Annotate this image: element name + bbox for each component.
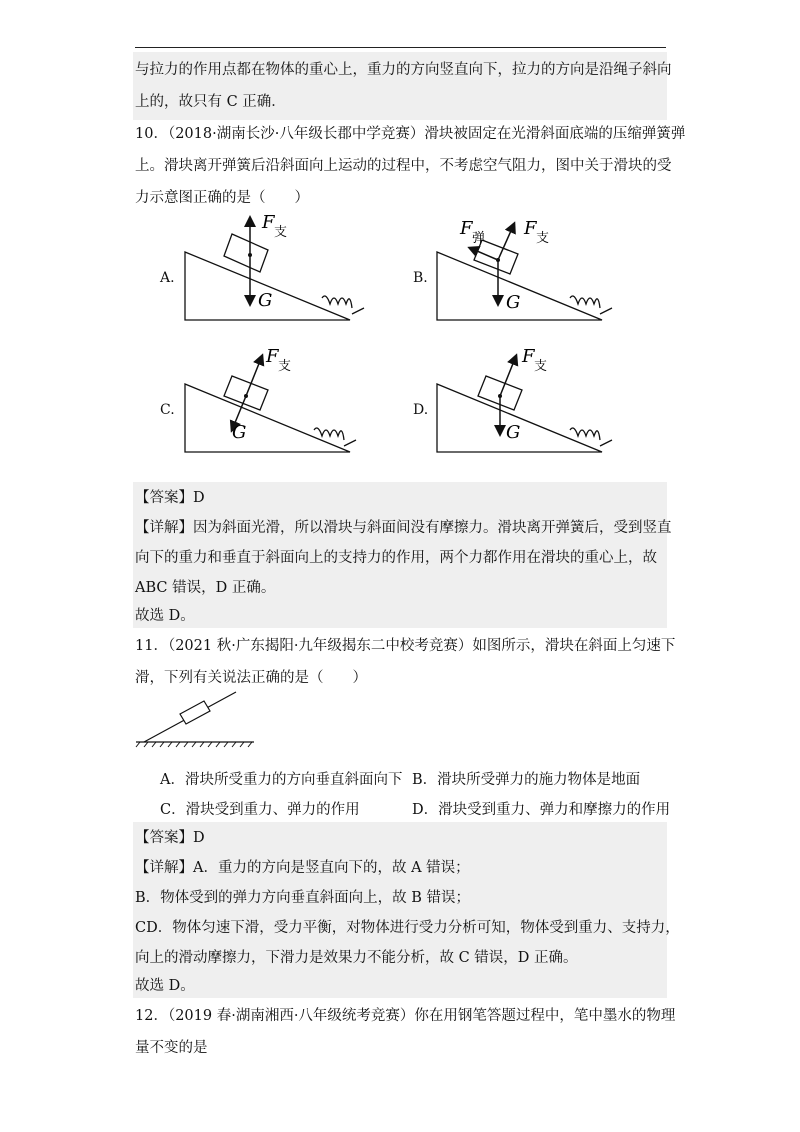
q10-answer: 【答案】D — [135, 490, 205, 506]
spring-icon — [314, 428, 356, 446]
q10-figure-d — [432, 344, 622, 456]
q11-option-c: C．滑块受到重力、弹力的作用 — [160, 802, 360, 818]
q11-option-d: D．滑块受到重力、弹力和摩擦力的作用 — [412, 802, 671, 818]
svg-text:支: 支 — [534, 359, 548, 374]
svg-text:支: 支 — [278, 359, 292, 374]
block-icon — [180, 701, 210, 724]
q11-option-a: A．滑块所受重力的方向垂直斜面向下 — [160, 772, 403, 788]
force-f-label: F — [262, 212, 275, 233]
q11-option-b: B．滑块所受弹力的施力物体是地面 — [412, 772, 641, 788]
q12-stem-line: 12．（2019 春·湖南湘西·八年级统考竞赛）你在用钢笔答题过程中，笔中墨水的物理 — [135, 1008, 676, 1024]
q10-stem-line: 上。滑块离开弹簧后沿斜面向上运动的过程中，不考虑空气阻力，图中关于滑块的受 — [135, 158, 672, 174]
q11-detail-line: B．物体受到的弹力方向垂直斜面向上，故 B 错误； — [135, 890, 471, 906]
q11-incline-figure — [132, 688, 262, 748]
q10-option-a-label: A. — [160, 270, 175, 286]
q11-answer-block — [133, 822, 667, 998]
q10-detail-line: 【详解】因为斜面光滑，所以滑块与斜面间没有摩擦力。滑块离开弹簧后，受到竖直 — [135, 520, 672, 536]
q11-stem-line: 滑，下列有关说法正确的是（ ） — [135, 670, 367, 686]
svg-text:G: G — [232, 422, 247, 443]
q11-detail-line: 【详解】A．重力的方向是竖直向下的，故 A 错误； — [135, 860, 470, 876]
svg-text:支: 支 — [536, 231, 550, 246]
force-g-label: G — [258, 290, 273, 311]
q10-detail-line: 向下的重力和垂直于斜面向上的支持力的作用，两个力都作用在滑块的重心上，故 — [135, 550, 657, 566]
block-icon — [224, 376, 268, 410]
q11-detail-line: CD．物体匀速下滑，受力平衡，对物体进行受力分析可知，物体受到重力、支持力， — [135, 920, 680, 936]
q10-stem-line: 力示意图正确的是（ ） — [135, 190, 309, 206]
svg-text:G: G — [506, 422, 521, 443]
q10-stem-line: 10．（2018·湖南长沙·八年级长郡中学竞赛）滑块被固定在光滑斜面底端的压缩弹簧弹 — [135, 126, 686, 142]
q10-option-d-label: D. — [413, 402, 429, 418]
text-line: 上的，故只有 C 正确． — [135, 94, 286, 110]
svg-text:弹: 弹 — [472, 231, 486, 246]
q12-stem-line: 量不变的是 — [135, 1040, 208, 1056]
spring-icon — [570, 296, 612, 314]
svg-text:支: 支 — [274, 225, 288, 240]
svg-text:F: F — [460, 218, 473, 239]
header-rule — [135, 47, 666, 48]
q10-figure-a — [180, 212, 370, 324]
svg-text:F: F — [266, 346, 279, 367]
q10-figure-c — [180, 344, 370, 456]
svg-text:G: G — [506, 292, 521, 313]
q10-detail-line: ABC 错误，D 正确。 — [135, 580, 276, 596]
q11-stem-line: 11．（2021 秋·广东揭阳·九年级揭东二中校考竞赛）如图所示，滑块在斜面上匀速下 — [135, 638, 676, 654]
text-line: 与拉力的作用点都在物体的重心上，重力的方向竖直向下，拉力的方向是沿绳子斜向 — [135, 62, 672, 78]
spring-icon — [570, 428, 612, 446]
q10-figure-b — [432, 212, 622, 324]
q11-answer: 【答案】D — [135, 830, 205, 846]
q10-detail-line: 故选 D。 — [135, 608, 195, 624]
q10-option-c-label: C. — [160, 402, 175, 418]
q10-option-b-label: B. — [413, 270, 428, 286]
svg-text:F: F — [522, 346, 535, 367]
block-icon — [224, 234, 268, 272]
q11-detail-line: 故选 D。 — [135, 978, 195, 994]
q11-detail-line: 向上的滑动摩擦力，下滑力是效果力不能分析，故 C 错误，D 正确。 — [135, 950, 578, 966]
svg-text:F: F — [524, 218, 537, 239]
